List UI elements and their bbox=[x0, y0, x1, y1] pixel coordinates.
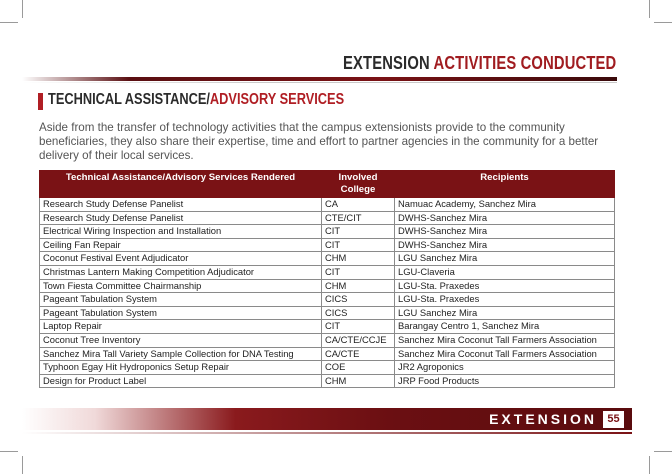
service-cell: Laptop Repair bbox=[40, 320, 322, 334]
header-title-part2: ACTIVITIES CONDUCTED bbox=[433, 53, 616, 73]
table-row bbox=[40, 320, 615, 334]
recipient-cell: LGU Sanchez Mira bbox=[395, 252, 615, 266]
table-header-row bbox=[40, 171, 615, 198]
college-cell: CHM bbox=[322, 374, 395, 388]
table-row bbox=[40, 374, 615, 388]
service-cell: Pageant Tabulation System bbox=[40, 306, 322, 320]
table-row bbox=[40, 361, 615, 375]
service-cell: Town Fiesta Committee Chairmanship bbox=[40, 279, 322, 293]
column-header-service: Technical Assistance/Advisory Services Rendered bbox=[40, 171, 322, 198]
recipient-cell: LGU-Claveria bbox=[395, 265, 615, 279]
crop-mark bbox=[22, 0, 23, 18]
recipient-cell: LGU Sanchez Mira bbox=[395, 306, 615, 320]
table-row bbox=[40, 347, 615, 361]
college-cell: CHM bbox=[322, 279, 395, 293]
crop-mark bbox=[649, 456, 650, 474]
table-row bbox=[40, 225, 615, 239]
header-rule bbox=[22, 77, 617, 81]
service-cell: Typhoon Egay Hit Hydroponics Setup Repair bbox=[40, 361, 322, 375]
recipient-cell: LGU-Sta. Praxedes bbox=[395, 293, 615, 307]
recipient-cell: LGU-Sta. Praxedes bbox=[395, 279, 615, 293]
crop-mark bbox=[649, 0, 650, 18]
table-row bbox=[40, 252, 615, 266]
college-cell: CIT bbox=[322, 225, 395, 239]
services-table bbox=[39, 170, 615, 388]
college-cell: CA/CTE/CCJE bbox=[322, 333, 395, 347]
table-row bbox=[40, 265, 615, 279]
footer-label: EXTENSION bbox=[489, 411, 597, 427]
recipient-cell: Sanchez Mira Coconut Tall Farmers Association bbox=[395, 333, 615, 347]
section-title-part1: TECHNICAL ASSISTANCE/ bbox=[48, 91, 210, 108]
column-header-college: Involved College bbox=[322, 171, 395, 198]
college-cell: CTE/CIT bbox=[322, 211, 395, 225]
service-cell: Ceiling Fan Repair bbox=[40, 238, 322, 252]
service-cell: Research Study Defense Panelist bbox=[40, 198, 322, 212]
table-row bbox=[40, 333, 615, 347]
table-row bbox=[40, 306, 615, 320]
page-number: 55 bbox=[603, 411, 624, 428]
recipient-cell: JR2 Agroponics bbox=[395, 361, 615, 375]
recipient-cell: DWHS-Sanchez Mira bbox=[395, 238, 615, 252]
crop-mark bbox=[22, 456, 23, 474]
section-marker bbox=[38, 93, 43, 110]
footer-rule bbox=[22, 432, 632, 434]
service-cell: Coconut Tree Inventory bbox=[40, 333, 322, 347]
service-cell: Christmas Lantern Making Competition Adjudicator bbox=[40, 265, 322, 279]
recipient-cell: Barangay Centro 1, Sanchez Mira bbox=[395, 320, 615, 334]
header-title-part1: EXTENSION bbox=[342, 53, 430, 73]
recipient-cell: Sanchez Mira Coconut Tall Farmers Association bbox=[395, 347, 615, 361]
crop-mark bbox=[654, 22, 672, 23]
service-cell: Pageant Tabulation System bbox=[40, 293, 322, 307]
college-cell: CIT bbox=[322, 265, 395, 279]
table-row bbox=[40, 211, 615, 225]
college-cell: CHM bbox=[322, 252, 395, 266]
college-cell: CICS bbox=[322, 306, 395, 320]
table-row bbox=[40, 198, 615, 212]
college-cell: CIT bbox=[322, 320, 395, 334]
crop-mark bbox=[0, 22, 18, 23]
table-row bbox=[40, 238, 615, 252]
service-cell: Coconut Festival Event Adjudicator bbox=[40, 252, 322, 266]
service-cell: Research Study Defense Panelist bbox=[40, 211, 322, 225]
college-cell: CICS bbox=[322, 293, 395, 307]
column-header-recipients: Recipients bbox=[395, 171, 615, 198]
section-title-part2: ADVISORY SERVICES bbox=[209, 91, 345, 108]
crop-mark bbox=[0, 451, 18, 452]
service-cell: Electrical Wiring Inspection and Installation bbox=[40, 225, 322, 239]
college-cell: CIT bbox=[322, 238, 395, 252]
recipient-cell: DWHS-Sanchez Mira bbox=[395, 225, 615, 239]
intro-paragraph: Aside from the transfer of technology activities that the campus extensionists provide to the community beneficiaries, they also share their expertise, time and effort to partner agencies in the community for a better delivery of their local services. bbox=[39, 121, 599, 162]
header-rule-thin bbox=[22, 82, 617, 83]
table-row bbox=[40, 279, 615, 293]
crop-mark bbox=[654, 451, 672, 452]
recipient-cell: DWHS-Sanchez Mira bbox=[395, 211, 615, 225]
college-cell: COE bbox=[322, 361, 395, 375]
recipient-cell: Namuac Academy, Sanchez Mira bbox=[395, 198, 615, 212]
section-title bbox=[48, 91, 344, 109]
college-cell: CA bbox=[322, 198, 395, 212]
table-row bbox=[40, 293, 615, 307]
service-cell: Sanchez Mira Tall Variety Sample Collection for DNA Testing bbox=[40, 347, 322, 361]
college-cell: CA/CTE bbox=[322, 347, 395, 361]
page-header bbox=[343, 53, 616, 74]
recipient-cell: JRP Food Products bbox=[395, 374, 615, 388]
service-cell: Design for Product Label bbox=[40, 374, 322, 388]
